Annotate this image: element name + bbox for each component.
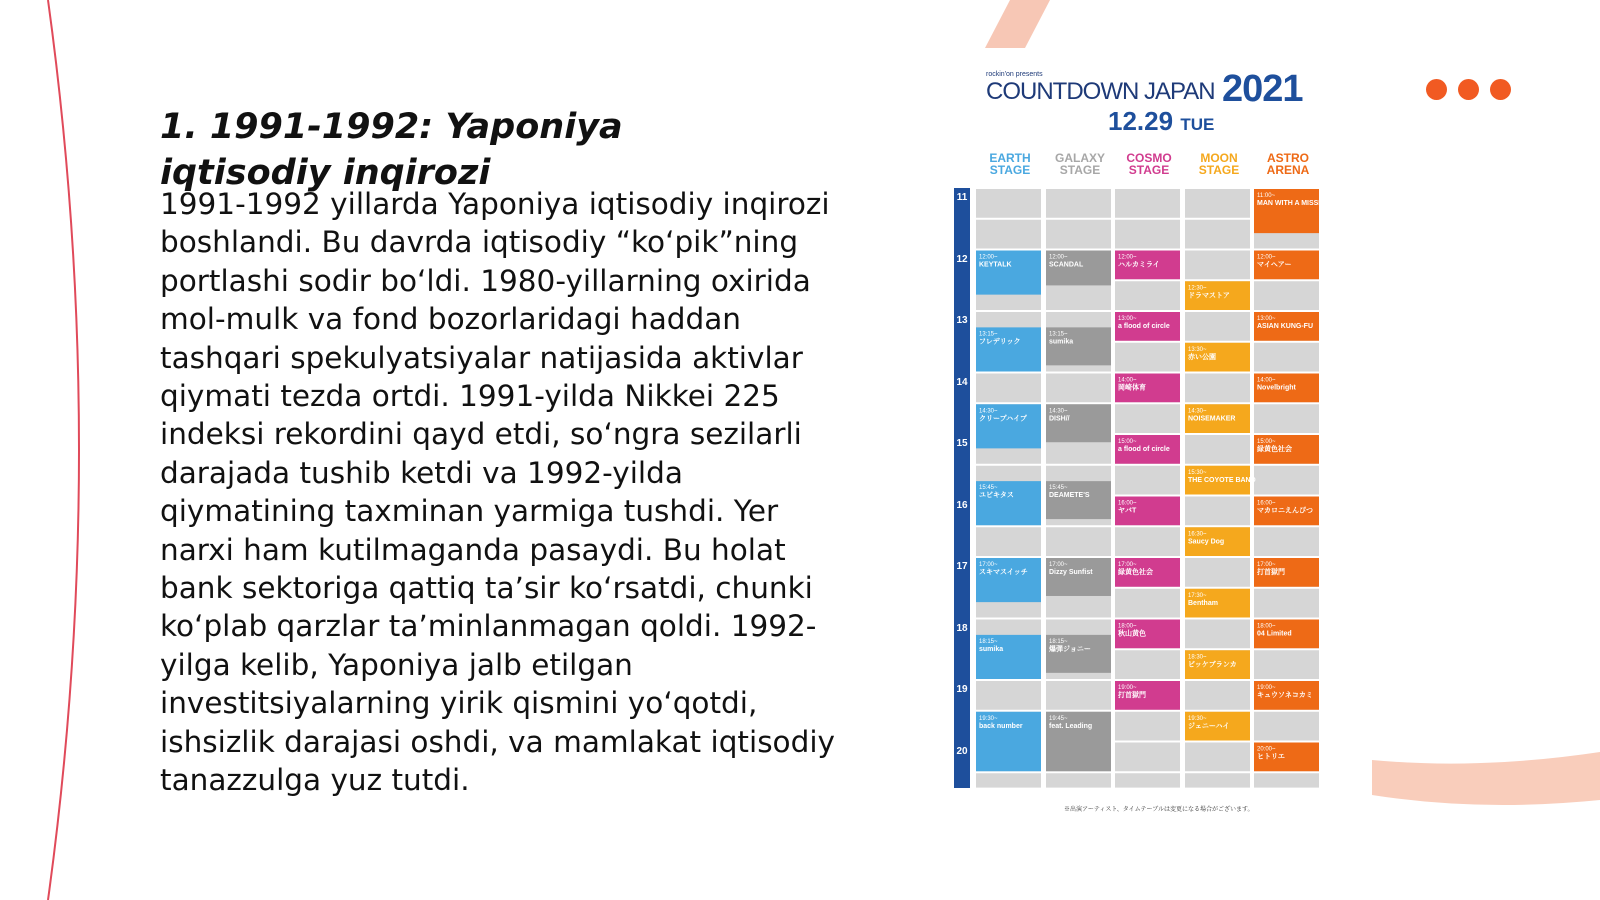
act-time: 19:00~ bbox=[1118, 685, 1137, 691]
poster-footnote: ※出演アーティスト、タイムテーブルは変更になる場合がございます。 bbox=[1064, 807, 1254, 813]
act-time: 18:30~ bbox=[1188, 654, 1207, 661]
dot-1 bbox=[1426, 79, 1447, 100]
poster-date-day: 12.29 bbox=[1108, 106, 1174, 136]
act-time: 13:30~ bbox=[1188, 346, 1207, 353]
act-name: Saucy Dog bbox=[1188, 538, 1225, 546]
act-time: 13:15~ bbox=[1049, 331, 1068, 338]
act-name: Novelbright bbox=[1257, 384, 1296, 392]
stage-header-3: MOON STAGE bbox=[1198, 151, 1240, 177]
act-name: マイヘアー bbox=[1257, 261, 1292, 269]
act-name: 岡崎体育 bbox=[1118, 384, 1146, 392]
act-time: 18:00~ bbox=[1257, 623, 1276, 630]
act-time: 13:00~ bbox=[1118, 316, 1137, 322]
stage-header-4: ASTRO ARENA bbox=[1266, 151, 1310, 177]
hour-label: 12 bbox=[956, 253, 968, 265]
act-name: 緑黄色社会 bbox=[1118, 569, 1153, 576]
act-name: クリープハイプ bbox=[979, 415, 1027, 423]
act-time: 14:00~ bbox=[1118, 377, 1137, 384]
act-time: 17:00~ bbox=[1257, 562, 1276, 568]
poster-brand: COUNTDOWN JAPAN bbox=[986, 78, 1215, 105]
stage-header-0: EARTH STAGE bbox=[989, 151, 1031, 177]
slide-title: 1. 1991-1992: Yaponiya iqtisodiy inqirozi bbox=[160, 107, 623, 193]
act-time: 15:45~ bbox=[1049, 485, 1068, 492]
act-name: a flood of circle bbox=[1118, 323, 1170, 330]
act-time: 14:00~ bbox=[1257, 377, 1276, 384]
dot-2 bbox=[1458, 79, 1479, 100]
act-name: Bentham bbox=[1188, 599, 1218, 607]
act-time: 16:00~ bbox=[1118, 500, 1137, 507]
act-time: 19:30~ bbox=[979, 715, 998, 722]
act-time: 14:30~ bbox=[1049, 408, 1068, 415]
act-time: 12:00~ bbox=[1257, 254, 1276, 261]
act-name: MAN WITH A MISSION bbox=[1257, 200, 1331, 207]
act-name: フレデリック bbox=[979, 338, 1021, 346]
act-time: 19:00~ bbox=[1257, 685, 1276, 691]
act-name: スキマスイッチ bbox=[979, 569, 1028, 576]
act-time: 17:00~ bbox=[1049, 562, 1068, 568]
timetable-grid bbox=[972, 184, 1352, 804]
act-time: 16:30~ bbox=[1188, 531, 1207, 538]
act-time: 14:30~ bbox=[979, 408, 998, 415]
act-time: 13:00~ bbox=[1257, 316, 1276, 322]
act-name: DEAMETE'S bbox=[1049, 492, 1090, 500]
act-name: ドラマストア bbox=[1188, 292, 1230, 300]
act-name: NOISEMAKER bbox=[1188, 415, 1236, 423]
poster-presents: rockin'on presents bbox=[986, 71, 1043, 78]
act-name: ジェニーハイ bbox=[1188, 722, 1230, 730]
act-time: 15:45~ bbox=[979, 485, 998, 492]
hour-label: 20 bbox=[956, 745, 968, 757]
act-time: 17:00~ bbox=[979, 562, 998, 568]
poster-date bbox=[1108, 106, 1214, 137]
act-name: ヤバT bbox=[1118, 507, 1137, 515]
act-name: a flood of circle bbox=[1118, 446, 1170, 453]
hour-label: 15 bbox=[956, 438, 968, 449]
act-name: sumika bbox=[979, 645, 1004, 653]
act-name: キュウソネコカミ bbox=[1257, 692, 1313, 699]
act-time: 12:00~ bbox=[1118, 254, 1137, 261]
act-name: 赤い公園 bbox=[1188, 353, 1216, 361]
act-name: ASIAN KUNG-FU bbox=[1257, 323, 1313, 330]
act-name: feat. Leading bbox=[1049, 722, 1093, 730]
act-time: 15:30~ bbox=[1188, 469, 1207, 476]
act-name: back number bbox=[979, 722, 1023, 730]
stage-header-2: COSMO STAGE bbox=[1126, 151, 1172, 177]
act-name: DISH// bbox=[1049, 415, 1070, 423]
act-time: 19:30~ bbox=[1188, 715, 1207, 722]
act-time: 12:00~ bbox=[1049, 254, 1068, 261]
act-name: Dizzy Sunfist bbox=[1049, 569, 1093, 576]
act-time: 17:00~ bbox=[1118, 562, 1137, 568]
act-time: 14:30~ bbox=[1188, 408, 1207, 415]
act-name: ユビキタス bbox=[979, 492, 1014, 500]
act-time: 17:30~ bbox=[1188, 592, 1207, 599]
act-time: 18:00~ bbox=[1118, 623, 1137, 630]
act-name: THE COYOTE BAND bbox=[1188, 476, 1256, 484]
slide-body-text: 1991-1992 yillarda Yaponiya iqtisodiy inqirozi boshlandi. Bu davrda iqtisodiy “ko‘pik”ning portlashi sodir bo‘ldi. 1980-yillarning oxirida mol-mulk va fond bozorlaridagi haddan tashqari spekulyatsiyalar natijasida aktivlar qiymati tezda ortdi. 1991-yilda Nikkei 225 indeksi rekordini qayd etdi, so‘ngra sezilarli darajada tushib ketdi va 1992-yilda qiymatining taxminan yarmiga tushdi. Yer narxi ham kutilmaganda pasaydi. Bu holat bank sektoriga qattiq ta’sir ko‘rsatdi, chunki ko‘plab qarzlar ta’minlanmagan qoldi. 1992-yilga kelib, Yaponiya jalb etilgan investitsiyalarning yirik qismini yo‘qotdi, ishsizlik darajasi oshdi, va mamlakat iqtisodiy tanazzulga yuz tutdi. bbox=[160, 187, 835, 798]
act-time: 12:00~ bbox=[979, 254, 998, 261]
top-accent-stroke bbox=[985, 0, 1050, 48]
dot-3 bbox=[1490, 79, 1511, 100]
stage-header-1: GALAXY STAGE bbox=[1054, 151, 1105, 177]
hour-label: 14 bbox=[956, 376, 968, 388]
act-name: 打首獄門 bbox=[1118, 692, 1146, 699]
act-time: 18:15~ bbox=[1049, 638, 1068, 645]
act-name: KEYTALK bbox=[979, 261, 1012, 269]
act-time: 15:00~ bbox=[1118, 439, 1137, 445]
act-time: 15:00~ bbox=[1257, 439, 1276, 445]
act-time: 11:00~ bbox=[1257, 193, 1276, 199]
poster-weekday: TUE bbox=[1180, 115, 1215, 134]
act-name: 緑黄色社会 bbox=[1257, 446, 1292, 453]
hour-label: 18 bbox=[956, 622, 968, 634]
act-time: 19:45~ bbox=[1049, 715, 1068, 722]
act-time: 16:00~ bbox=[1257, 500, 1276, 507]
act-name: 爆弾ジョニー bbox=[1049, 645, 1091, 653]
act-time: 13:15~ bbox=[979, 331, 998, 338]
timetable-poster bbox=[956, 66, 1352, 818]
right-accent-swoosh bbox=[1372, 752, 1600, 805]
hour-label: 11 bbox=[956, 192, 968, 203]
hour-label: 16 bbox=[956, 499, 968, 511]
poster-year: 2021 bbox=[1222, 68, 1303, 110]
act-time: 20:00~ bbox=[1257, 746, 1276, 753]
hour-label: 17 bbox=[956, 561, 968, 572]
act-name: sumika bbox=[1049, 338, 1074, 346]
act-name: マカロニえんぴつ bbox=[1257, 507, 1313, 515]
act-name: SCANDAL bbox=[1049, 261, 1084, 269]
act-name: 打首獄門 bbox=[1257, 569, 1285, 576]
act-name: ヒトリエ bbox=[1257, 753, 1285, 761]
decorative-dots bbox=[1426, 79, 1511, 100]
act-name: ビッケブランカ bbox=[1188, 661, 1237, 669]
hour-label: 13 bbox=[956, 315, 968, 326]
act-name: 04 Limited bbox=[1257, 630, 1292, 638]
act-name: 秋山黄色 bbox=[1118, 630, 1146, 638]
hour-label: 19 bbox=[956, 684, 968, 695]
hour-axis bbox=[954, 188, 970, 788]
act-time: 18:15~ bbox=[979, 638, 998, 645]
left-curve-line bbox=[48, 0, 79, 900]
act-name: ハルカミライ bbox=[1118, 261, 1160, 269]
act-time: 12:30~ bbox=[1188, 285, 1207, 292]
